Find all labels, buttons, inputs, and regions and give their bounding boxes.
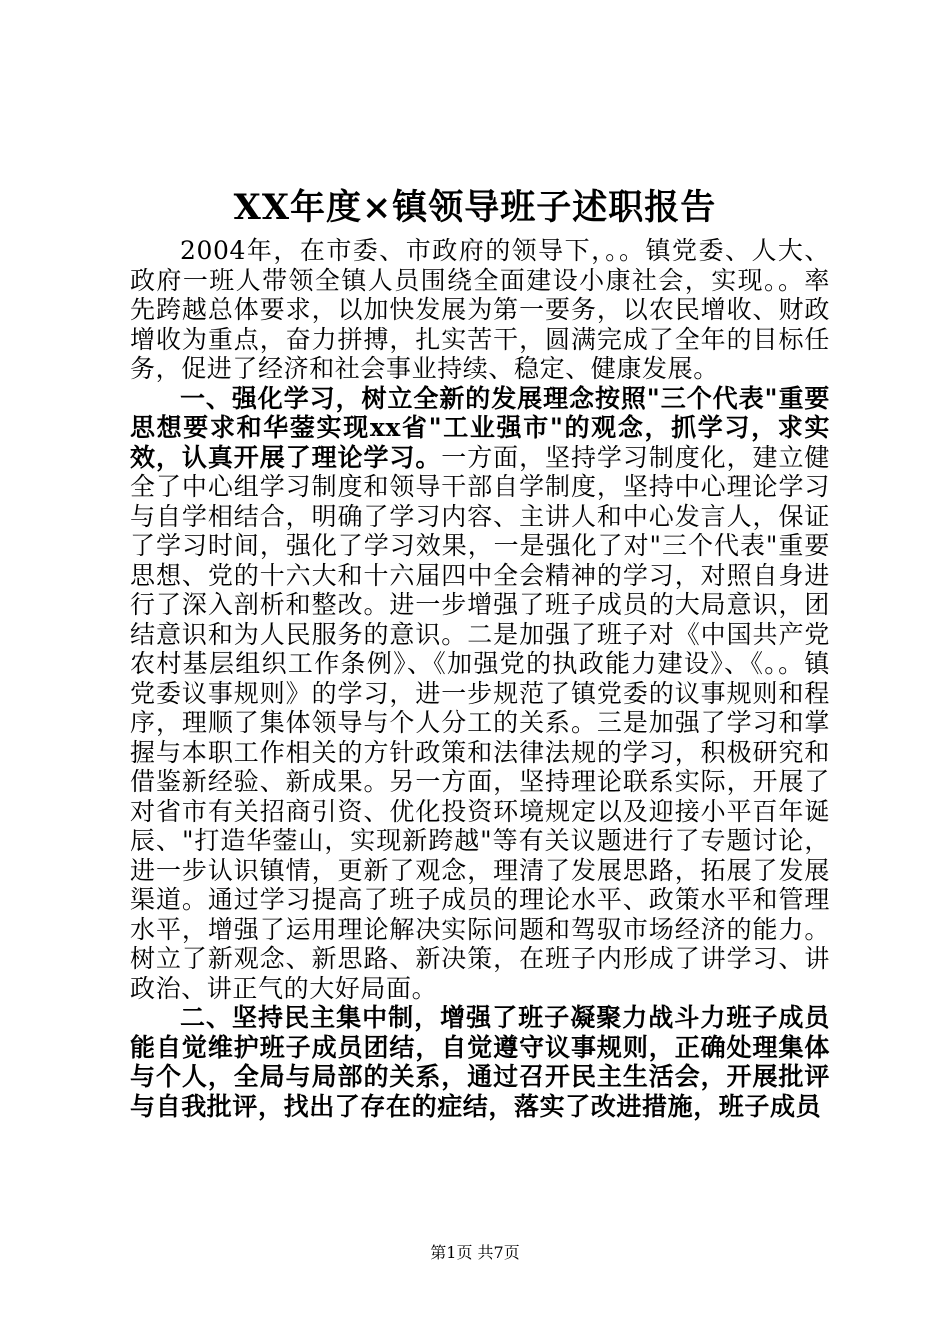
page-footer: 第1页 共7页 xyxy=(430,1243,520,1262)
section-heading-2: 二、坚持民主集中制，增强了班子凝聚力战斗力班子成员能自觉维护班子成员团结，自觉遵守议事规则，正确处理集体与个人，全局与局部的关系，通过召开民主生活会，开展批评与自我批评，找出了存在的症结，落实了改进措施，班子成员 xyxy=(130,1003,830,1121)
document-title: XX年度×镇领导班子述职报告 xyxy=(233,187,717,228)
section-heading-1: 一、强化学习，树立全新的发展理念按照"三个代表"重要思想要求和华蓥实现xx省"工业强市"的观念，抓学习，求实效，认真开展了理论学习。 xyxy=(130,383,830,472)
paragraph-text: 一方面，坚持学习制度化，建立健全了中心组学习制度和领导干部自学制度，坚持中心理论学习与自学相结合，明确了学习内容、主讲人和中心发言人，保证了学习时间，强化了学习效果，一是强化了对"三个代表"重要思想、党的十六大和十六届四中全会精神的学习，对照自身进行了深入剖析和整改。进一步增强了班子成员的大局意识，团结意识和为人民服务的意识。二是加强了班子对《中国共产党农村基层组织工作条例》、《加强党的执政能力建设》、《。。镇党委议事规则》的学习，进一步规范了镇党委的议事规则和程序，理顺了集体领导与个人分工的关系。三是加强了学习和掌握与本职工作相关的方针政策和法律法规的学习，积极研究和借鉴新经验、新成果。另一方面，坚持理论联系实际，开展了对省市有关招商引资、优化投资环境规定以及迎接小平百年诞辰、"打造华蓥山，实现新跨越"等有关议题进行了专题讨论，进一步认识镇情，更新了观念，理清了发展思路，拓展了发展渠道。通过学习提高了班子成员的理论水平、政策水平和管理水平，增强了运用理论解决实际问题和驾驭市场经济的能力。树立了新观念、新思路、新决策，在班子内形成了讲学习、讲政治、讲正气的大好局面。 xyxy=(130,442,830,1003)
paragraph-section-1 xyxy=(130,384,830,1004)
paragraph-section-2 xyxy=(130,1003,830,1121)
paragraph-text: 2004年，在市委、市政府的领导下，。。镇党委、人大、政府一班人带领全镇人员围绕全面建设小康社会，实现。。率先跨越总体要求，以加快发展为第一要务，以农民增收、财政增收为重点，奋力拼搏，扎实苦干，圆满完成了全年的目标任务，促进了经济和社会事业持续、稳定、健康发展。 xyxy=(130,236,830,383)
document-body xyxy=(130,236,830,1121)
paragraph-intro xyxy=(130,236,830,384)
